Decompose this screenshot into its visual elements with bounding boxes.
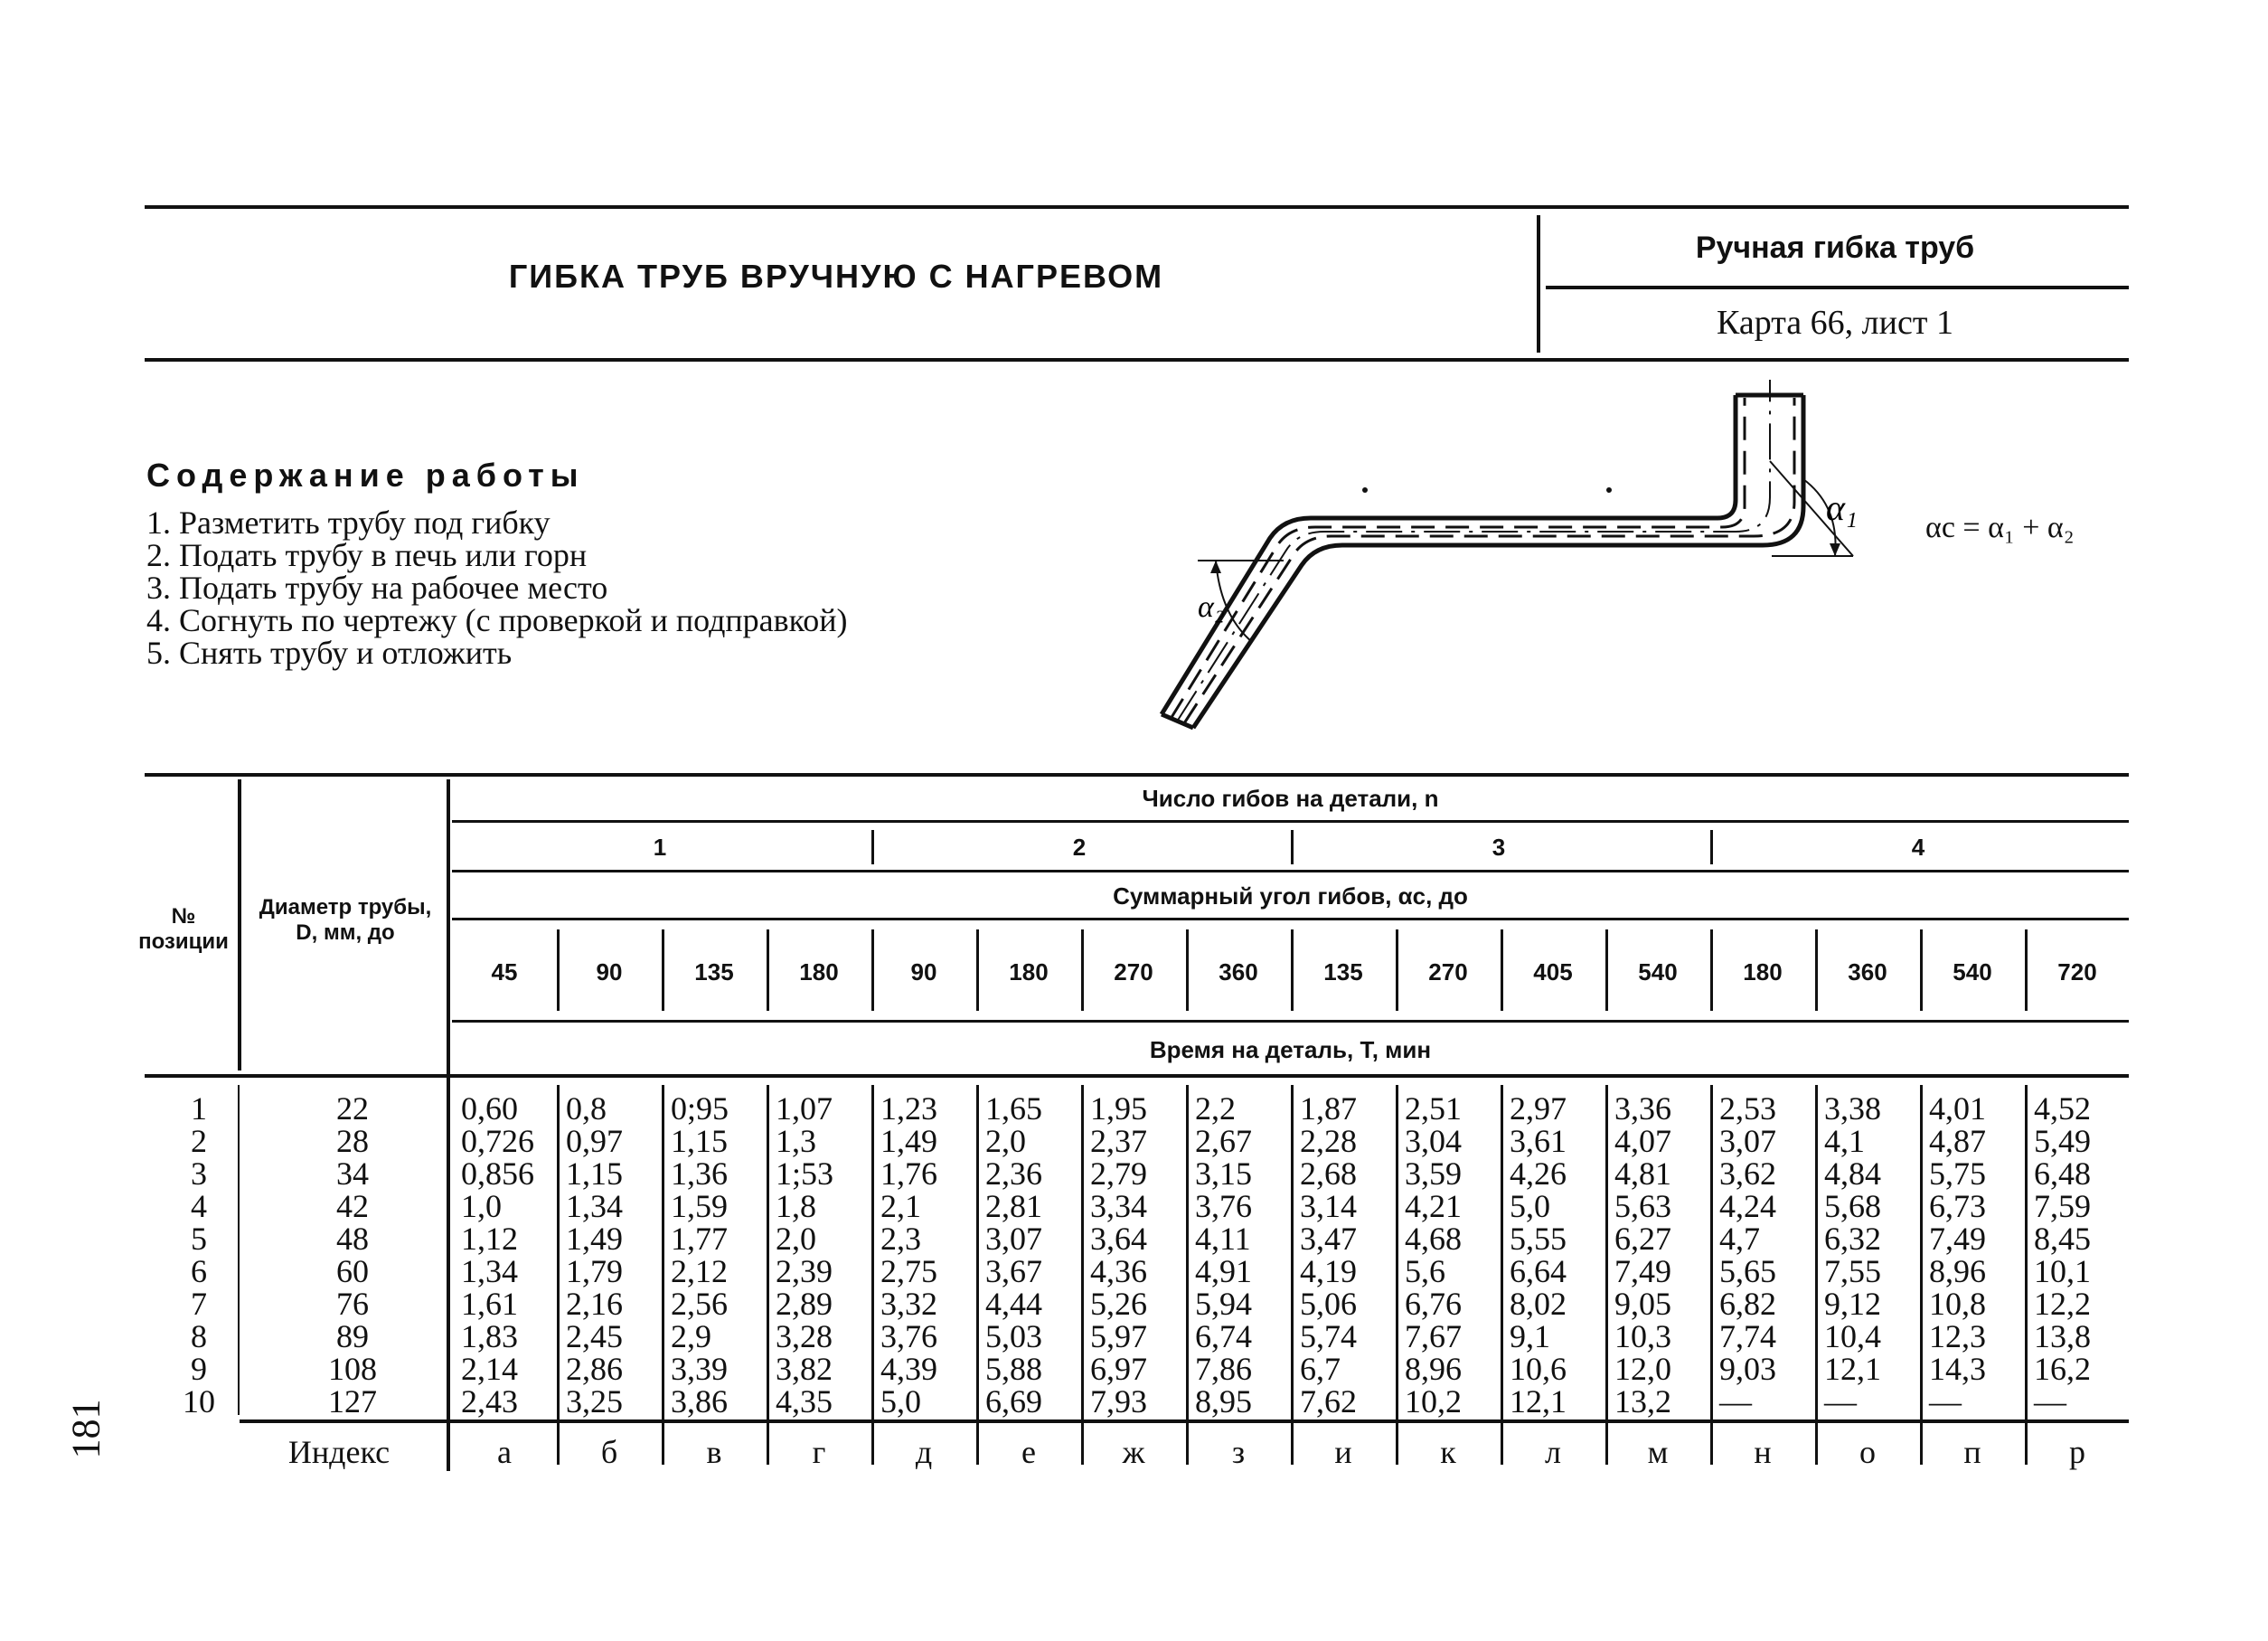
time-value-cell: 3,76 <box>1195 1188 1252 1224</box>
work-step: 2. Подать трубу в печь или горн <box>146 537 588 573</box>
time-value-cell: 1,8 <box>776 1188 816 1224</box>
time-value-column <box>1300 1092 1394 1418</box>
header-top-rule <box>145 205 2129 209</box>
time-value-cell: 2,79 <box>1090 1155 1147 1192</box>
diameter-cell: 48 <box>336 1221 369 1257</box>
time-value-cell: 10,3 <box>1614 1318 1671 1354</box>
data-col-divider <box>557 1085 560 1465</box>
angle-value-cell: 90 <box>910 958 937 986</box>
time-value-cell: 6,97 <box>1090 1351 1147 1387</box>
time-value-cell: 4,21 <box>1405 1188 1462 1224</box>
diameter-cell: 108 <box>328 1351 377 1387</box>
time-value-cell: 0,97 <box>566 1123 623 1159</box>
time-value-cell: 4,24 <box>1719 1188 1776 1224</box>
time-value-cell: 2,0 <box>776 1221 816 1257</box>
time-value-cell: 3,61 <box>1510 1123 1567 1159</box>
time-value-cell: 3,62 <box>1719 1155 1776 1192</box>
time-value-cell: 12,3 <box>1929 1318 1986 1354</box>
time-value-cell: 5,06 <box>1300 1286 1357 1322</box>
time-value-cell: 1,12 <box>461 1221 518 1257</box>
time-value-column <box>1195 1092 1289 1418</box>
time-value-cell: 2,81 <box>985 1188 1042 1224</box>
time-value-cell: 12,2 <box>2034 1286 2091 1322</box>
time-value-column <box>1614 1092 1708 1418</box>
index-letter-cell: б <box>600 1434 618 1470</box>
time-value-cell: 0,8 <box>566 1090 607 1127</box>
time-value-cell: 6,69 <box>985 1383 1042 1419</box>
time-value-cell: 2,36 <box>985 1155 1042 1192</box>
alpha2-label: α₂ <box>1198 590 1225 624</box>
time-value-cell: 13,2 <box>1614 1383 1671 1419</box>
data-col-divider <box>1186 1085 1189 1465</box>
time-value-cell: 1,65 <box>985 1090 1042 1127</box>
diameter-column <box>316 1092 389 1418</box>
index-letter-cell: л <box>1545 1434 1561 1470</box>
time-value-cell: 3,47 <box>1300 1221 1357 1257</box>
time-value-cell: 4,91 <box>1195 1253 1252 1289</box>
index-letter-cell: д <box>915 1434 933 1470</box>
work-steps-list <box>146 506 848 669</box>
time-value-cell: 4,81 <box>1614 1155 1671 1192</box>
angle-value-cell: 720 <box>2057 958 2097 986</box>
time-value-column <box>985 1092 1079 1418</box>
index-letter-cell: м <box>1647 1434 1669 1470</box>
time-value-column <box>566 1092 660 1418</box>
time-value-cell: 1,3 <box>776 1123 816 1159</box>
time-value-cell: 12,1 <box>1510 1383 1567 1419</box>
angle-value-cell: 540 <box>1953 958 1992 986</box>
time-value-column <box>1824 1092 1918 1418</box>
time-value-cell: 2,68 <box>1300 1155 1357 1192</box>
time-value-cell: 2,56 <box>671 1286 728 1322</box>
time-value-cell: 3,25 <box>566 1383 623 1419</box>
index-letter-cell: р <box>2069 1434 2085 1470</box>
time-value-cell: 4,11 <box>1195 1221 1251 1257</box>
time-value-cell: 2,28 <box>1300 1123 1357 1159</box>
time-value-cell: 5,55 <box>1510 1221 1567 1257</box>
diam-col-divider <box>447 779 450 1471</box>
time-value-cell: 3,39 <box>671 1351 728 1387</box>
position-column <box>176 1092 221 1418</box>
time-value-cell: 9,1 <box>1510 1318 1550 1354</box>
time-value-column <box>1510 1092 1604 1418</box>
time-value-cell: 10,4 <box>1824 1318 1881 1354</box>
time-value-cell: 10,6 <box>1510 1351 1567 1387</box>
page-title: ГИБКА ТРУБ ВРУЧНУЮ С НАГРЕВОМ <box>508 258 1164 295</box>
diameter-cell: 34 <box>336 1155 369 1192</box>
work-step: 5. Снять трубу и отложить <box>146 635 513 671</box>
time-value-cell: 2,1 <box>880 1188 921 1224</box>
header-bottom-rule <box>145 358 2129 362</box>
angle-value-cell: 405 <box>1533 958 1573 986</box>
time-value-cell: 3,28 <box>776 1318 833 1354</box>
index-letter-cell: ж <box>1122 1434 1145 1470</box>
time-value-cell: 5,0 <box>1510 1188 1550 1224</box>
time-value-cell: 2,43 <box>461 1383 518 1419</box>
time-value-cell: 4,52 <box>2034 1090 2091 1127</box>
time-value-cell: 1,76 <box>880 1155 937 1192</box>
position-cell: 2 <box>191 1123 207 1159</box>
work-step: 1. Разметить трубу под гибку <box>146 505 551 541</box>
time-value-cell: 5,75 <box>1929 1155 1986 1192</box>
data-col-divider <box>1081 1085 1084 1465</box>
table-header-bottom-rule <box>145 1074 2129 1078</box>
time-value-cell: 1,36 <box>671 1155 728 1192</box>
time-value-cell: 2,97 <box>1510 1090 1567 1127</box>
time-value-column <box>1405 1092 1499 1418</box>
diameter-cell: 42 <box>336 1188 369 1224</box>
time-value-cell: 7,93 <box>1090 1383 1147 1419</box>
groups-rule <box>452 870 2129 872</box>
time-value-cell: 2,39 <box>776 1253 833 1289</box>
time-value-cell: 4,84 <box>1824 1155 1881 1192</box>
time-value-cell: 6,27 <box>1614 1221 1671 1257</box>
index-letter-cell: к <box>1440 1434 1456 1470</box>
position-cell: 1 <box>191 1090 207 1127</box>
time-value-cell: 5,65 <box>1719 1253 1776 1289</box>
time-value-cell: 9,12 <box>1824 1286 1881 1322</box>
time-value-cell: 2,86 <box>566 1351 623 1387</box>
time-value-cell: 9,03 <box>1719 1351 1776 1387</box>
page-number: 181 <box>63 1399 108 1459</box>
bend-group-4: 4 <box>1911 834 1925 861</box>
time-value-cell: 12,1 <box>1824 1351 1881 1387</box>
time-value-cell: 6,64 <box>1510 1253 1567 1289</box>
time-value-cell: 5,49 <box>2034 1123 2091 1159</box>
position-cell: 6 <box>191 1253 207 1289</box>
time-value-cell: 9,05 <box>1614 1286 1671 1322</box>
angle-value-cell: 45 <box>491 958 518 986</box>
position-cell: 7 <box>191 1286 207 1322</box>
bends-header-rule <box>452 820 2129 823</box>
time-value-cell: 3,86 <box>671 1383 728 1419</box>
time-value-cell: 3,36 <box>1614 1090 1671 1127</box>
time-value-cell: 2,12 <box>671 1253 728 1289</box>
time-value-cell: 6,7 <box>1300 1351 1341 1387</box>
angle-value-cell: 360 <box>1848 958 1887 986</box>
diameter-cell: 89 <box>336 1318 369 1354</box>
time-value-cell: 1,95 <box>1090 1090 1147 1127</box>
diameter-cell: 76 <box>336 1286 369 1322</box>
time-value-cell: 3,38 <box>1824 1090 1881 1127</box>
angle-value-cell: 180 <box>799 958 839 986</box>
pos-data-divider <box>238 1085 240 1415</box>
time-value-cell: 5,0 <box>880 1383 921 1419</box>
time-value-cell: 1,49 <box>566 1221 623 1257</box>
time-value-column <box>880 1092 974 1418</box>
time-value-cell: 1,23 <box>880 1090 937 1127</box>
time-value-cell: 1,15 <box>671 1123 728 1159</box>
index-letter-cell: в <box>706 1434 722 1470</box>
time-value-cell: 1;53 <box>776 1155 834 1192</box>
time-value-cell: 6,73 <box>1929 1188 1986 1224</box>
time-value-column <box>2034 1092 2128 1418</box>
time-value-cell: 10,1 <box>2034 1253 2091 1289</box>
angle-value-cell: 135 <box>1323 958 1363 986</box>
position-cell: 8 <box>191 1318 207 1354</box>
time-value-column <box>1929 1092 2023 1418</box>
time-value-cell: 1,79 <box>566 1253 623 1289</box>
time-value-cell: 6,76 <box>1405 1286 1462 1322</box>
angles-rule <box>452 1020 2129 1023</box>
index-label: Индекс <box>287 1434 391 1470</box>
bends-count-header: Число гибов на детали, n <box>1142 785 1439 812</box>
position-cell: 10 <box>183 1383 215 1419</box>
time-value-cell: 2,53 <box>1719 1090 1776 1127</box>
time-value-cell: 1,77 <box>671 1221 728 1257</box>
data-col-divider <box>1920 1085 1923 1465</box>
time-value-cell: 2,0 <box>985 1123 1026 1159</box>
time-value-cell: 3,07 <box>1719 1123 1776 1159</box>
work-content-heading: Содержание работы <box>146 457 585 494</box>
time-value-cell: 7,49 <box>1929 1221 1986 1257</box>
time-value-cell: — <box>1719 1383 1752 1419</box>
time-value-cell: 4,07 <box>1614 1123 1671 1159</box>
bend-group-2: 2 <box>1072 834 1087 861</box>
time-value-cell: 5,03 <box>985 1318 1042 1354</box>
time-value-cell: 4,01 <box>1929 1090 1986 1127</box>
position-cell: 9 <box>191 1351 207 1387</box>
time-value-cell: 8,02 <box>1510 1286 1567 1322</box>
time-value-cell: 0;95 <box>671 1090 729 1127</box>
card-sheet-label: Карта 66, лист 1 <box>1717 304 1953 342</box>
time-value-cell: 1,61 <box>461 1286 518 1322</box>
alpha1-label: α₁ <box>1826 487 1858 528</box>
time-value-column <box>671 1092 765 1418</box>
time-value-cell: 1,49 <box>880 1123 937 1159</box>
time-value-cell: 0,726 <box>461 1123 534 1159</box>
time-value-column <box>461 1092 555 1418</box>
time-value-cell: 4,39 <box>880 1351 937 1387</box>
time-value-cell: 3,07 <box>985 1221 1042 1257</box>
time-value-cell: 6,48 <box>2034 1155 2091 1192</box>
data-col-divider <box>1710 1085 1713 1465</box>
time-value-cell: 6,82 <box>1719 1286 1776 1322</box>
time-header: Время на деталь, Т, мин <box>1149 1036 1432 1063</box>
data-col-divider <box>1291 1085 1294 1465</box>
diameter-cell: 22 <box>336 1090 369 1127</box>
time-value-cell: 3,14 <box>1300 1188 1357 1224</box>
time-value-cell: 2,9 <box>671 1318 711 1354</box>
angle-value-cell: 90 <box>596 958 623 986</box>
time-value-cell: 5,94 <box>1195 1286 1252 1322</box>
time-value-cell: 4,87 <box>1929 1123 1986 1159</box>
bend-group-1: 1 <box>653 834 667 861</box>
time-value-cell: 8,95 <box>1195 1383 1252 1419</box>
time-value-cell: 1,34 <box>461 1253 518 1289</box>
time-value-cell: 5,68 <box>1824 1188 1881 1224</box>
angle-value-cell: 180 <box>1743 958 1783 986</box>
time-value-cell: 4,44 <box>985 1286 1042 1322</box>
time-value-cell: 8,45 <box>2034 1221 2091 1257</box>
time-value-cell: 2,14 <box>461 1351 518 1387</box>
position-cell: 3 <box>191 1155 207 1192</box>
diameter-cell: 127 <box>328 1383 377 1419</box>
angle-value-cell: 270 <box>1428 958 1468 986</box>
time-value-cell: 3,67 <box>985 1253 1042 1289</box>
time-value-cell: 12,0 <box>1614 1351 1671 1387</box>
time-value-cell: 4,26 <box>1510 1155 1567 1192</box>
time-value-cell: — <box>2034 1383 2066 1419</box>
time-value-cell: 2,37 <box>1090 1123 1147 1159</box>
pipe-bend-drawing <box>1139 380 1862 759</box>
time-value-cell: 3,34 <box>1090 1188 1147 1224</box>
time-value-column <box>1719 1092 1813 1418</box>
time-value-cell: 7,86 <box>1195 1351 1252 1387</box>
data-col-divider <box>1815 1085 1818 1465</box>
time-value-cell: 10,2 <box>1405 1383 1462 1419</box>
table-top-rule <box>145 773 2129 777</box>
index-letter-cell: е <box>1021 1434 1036 1470</box>
time-value-cell: 3,59 <box>1405 1155 1462 1192</box>
time-value-cell: 1,87 <box>1300 1090 1357 1127</box>
angle-value-cell: 180 <box>1009 958 1049 986</box>
time-value-cell: 5,97 <box>1090 1318 1147 1354</box>
time-value-cell: 5,74 <box>1300 1318 1357 1354</box>
time-value-cell: 3,04 <box>1405 1123 1462 1159</box>
data-col-divider <box>1501 1085 1503 1465</box>
time-value-cell: 5,88 <box>985 1351 1042 1387</box>
time-value-cell: 7,59 <box>2034 1188 2091 1224</box>
angle-value-cell: 360 <box>1219 958 1258 986</box>
time-value-cell: 7,62 <box>1300 1383 1357 1419</box>
time-value-cell: — <box>1824 1383 1857 1419</box>
time-value-cell: 3,32 <box>880 1286 937 1322</box>
index-letter-cell: н <box>1754 1434 1772 1470</box>
data-col-divider <box>1396 1085 1398 1465</box>
time-value-column <box>1090 1092 1184 1418</box>
time-value-cell: 1,0 <box>461 1188 502 1224</box>
bend-group-3: 3 <box>1492 834 1506 861</box>
angle-value-cell: 135 <box>694 958 734 986</box>
diameter-cell: 60 <box>336 1253 369 1289</box>
work-step: 4. Согнуть по чертежу (с проверкой и подправкой) <box>146 602 848 638</box>
time-value-cell: 3,76 <box>880 1318 937 1354</box>
index-letter-cell: г <box>812 1434 826 1470</box>
angle-formula: αс = α₁ + α₂ <box>1925 511 2075 544</box>
time-value-cell: 5,63 <box>1614 1188 1671 1224</box>
time-value-cell: 6,32 <box>1824 1221 1881 1257</box>
time-value-cell: 4,1 <box>1824 1123 1865 1159</box>
time-value-column <box>776 1092 870 1418</box>
section-name: Ручная гибка труб <box>1695 231 1975 265</box>
time-value-cell: 2,89 <box>776 1286 833 1322</box>
position-cell: 4 <box>191 1188 207 1224</box>
time-value-cell: 3,64 <box>1090 1221 1147 1257</box>
header-divider <box>1537 215 1540 353</box>
header-right-rule <box>1546 286 2129 289</box>
time-value-cell: 13,8 <box>2034 1318 2091 1354</box>
time-value-cell: 2,67 <box>1195 1123 1252 1159</box>
angle-sum-header: Суммарный угол гибов, αс, до <box>1113 882 1468 910</box>
time-value-cell: 5,6 <box>1405 1253 1445 1289</box>
time-value-cell: 10,8 <box>1929 1286 1986 1322</box>
time-value-cell: 2,2 <box>1195 1090 1236 1127</box>
time-value-cell: 2,51 <box>1405 1090 1462 1127</box>
time-value-cell: 1,34 <box>566 1188 623 1224</box>
time-value-cell: 7,67 <box>1405 1318 1462 1354</box>
time-value-cell: 1,15 <box>566 1155 623 1192</box>
time-value-cell: 4,36 <box>1090 1253 1147 1289</box>
time-value-cell: 8,96 <box>1929 1253 1986 1289</box>
data-col-divider <box>767 1085 769 1465</box>
index-letter-cell: з <box>1231 1434 1246 1470</box>
time-value-cell: 7,49 <box>1614 1253 1671 1289</box>
data-col-divider <box>871 1085 874 1465</box>
time-value-cell: 14,3 <box>1929 1351 1986 1387</box>
position-cell: 5 <box>191 1221 207 1257</box>
time-value-cell: 4,68 <box>1405 1221 1462 1257</box>
time-value-cell: 2,75 <box>880 1253 937 1289</box>
diameter-col-header: Диаметр трубы, D, мм, до <box>259 895 432 945</box>
angle-value-cell: 270 <box>1114 958 1153 986</box>
index-letter-cell: а <box>497 1434 512 1470</box>
time-value-cell: 2,16 <box>566 1286 623 1322</box>
time-value-cell: 16,2 <box>2034 1351 2091 1387</box>
data-col-divider <box>1605 1085 1608 1465</box>
time-value-cell: 2,3 <box>880 1221 921 1257</box>
time-value-cell: 7,74 <box>1719 1318 1776 1354</box>
time-value-cell: 5,26 <box>1090 1286 1147 1322</box>
data-col-divider <box>662 1085 664 1465</box>
time-value-cell: 7,55 <box>1824 1253 1881 1289</box>
data-col-divider <box>2025 1085 2028 1465</box>
angle-header-rule <box>452 918 2129 920</box>
time-value-cell: 1,83 <box>461 1318 518 1354</box>
index-letter-cell: п <box>1963 1434 1981 1470</box>
index-letter-cell: о <box>1859 1434 1876 1470</box>
angle-value-cell: 540 <box>1638 958 1678 986</box>
time-value-cell: 6,74 <box>1195 1318 1252 1354</box>
time-value-cell: 4,35 <box>776 1383 833 1419</box>
table-data-bottom-rule <box>240 1419 2129 1423</box>
time-value-cell: 3,15 <box>1195 1155 1252 1192</box>
time-value-cell: 2,45 <box>566 1318 623 1354</box>
position-col-header: № позиции <box>138 904 229 954</box>
work-step: 3. Подать трубу на рабочее место <box>146 570 608 606</box>
time-value-cell: 1,59 <box>671 1188 728 1224</box>
time-value-cell: 4,7 <box>1719 1221 1760 1257</box>
diameter-cell: 28 <box>336 1123 369 1159</box>
time-value-cell: — <box>1929 1383 1962 1419</box>
time-value-cell: 0,60 <box>461 1090 518 1127</box>
time-value-cell: 4,19 <box>1300 1253 1357 1289</box>
time-value-cell: 8,96 <box>1405 1351 1462 1387</box>
time-value-cell: 0,856 <box>461 1155 534 1192</box>
data-col-divider <box>976 1085 979 1465</box>
time-value-cell: 1,07 <box>776 1090 833 1127</box>
time-value-cell: 3,82 <box>776 1351 833 1387</box>
index-letter-cell: и <box>1334 1434 1352 1470</box>
